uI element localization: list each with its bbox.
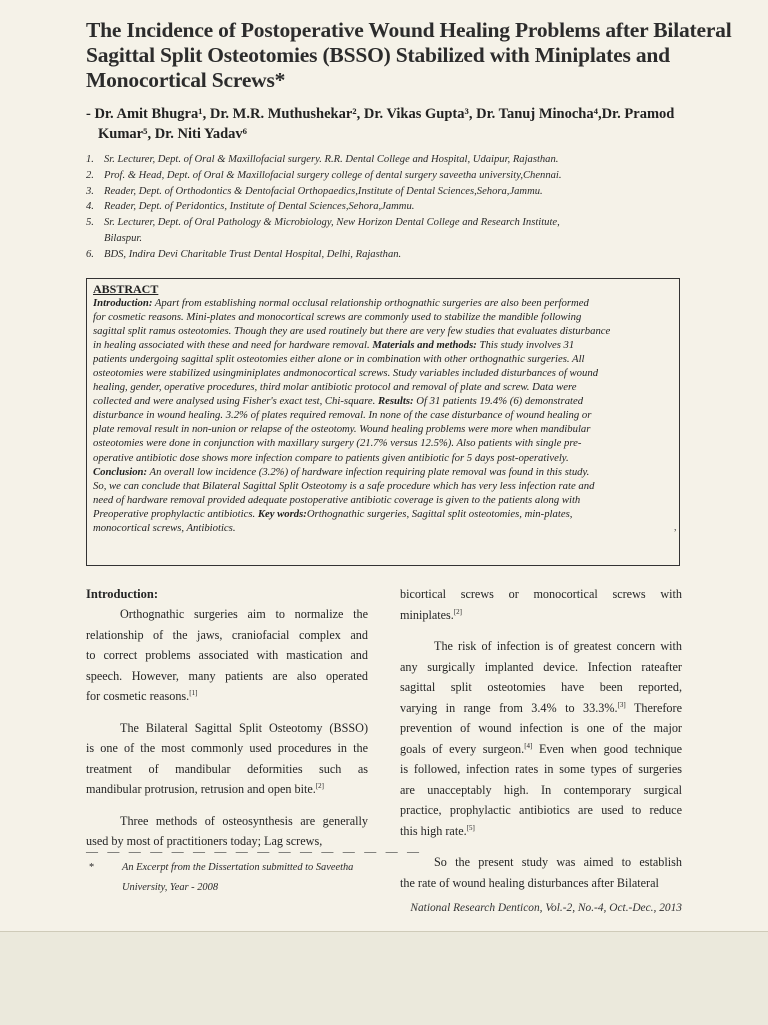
abstract-label: Conclusion: xyxy=(93,465,148,478)
abstract-line xyxy=(93,436,673,450)
abstract-label: Key words: xyxy=(257,507,307,520)
citation-ref: [2] xyxy=(453,607,462,616)
right-column xyxy=(400,584,682,893)
abstract-text: So, we can conclude that Bilateral Sagittal Split Osteotomy is a safe procedure which has very less infection rate and xyxy=(93,479,595,492)
abstract-label: Results: xyxy=(377,395,414,408)
paragraph-gap xyxy=(400,625,682,636)
abstract-body xyxy=(93,296,673,535)
citation-ref: [1] xyxy=(189,688,198,697)
body-text-line: The Bilateral Sagittal Split Osteotomy (BSSO) xyxy=(120,720,368,735)
title-line: Sagittal Split Osteotomies (BSSO) Stabilized with Miniplates and xyxy=(86,43,670,67)
abstract-text: healing, gender, operative procedures, third molar antibiotic protocol and removal of plate and screw. Data were xyxy=(93,381,577,394)
abstract-heading: ABSTRACT xyxy=(93,282,159,296)
affiliation-text: Bilaspur. xyxy=(104,232,142,244)
body-text-line: for cosmetic reasons.[1] xyxy=(86,688,198,703)
abstract-label: Introduction: xyxy=(93,297,153,309)
abstract-text: This study involves 31 xyxy=(476,339,575,352)
body-text-line: prevention of wound infection is one of the major xyxy=(400,721,682,735)
affiliation-number: 2. xyxy=(86,169,94,181)
abstract-text: for cosmetic reasons. Mini-plates and monocortical screws are commonly used to stabilize the mandible following xyxy=(93,311,582,324)
body-text-line: miniplates.[2] xyxy=(400,607,462,622)
affiliation-number: 6. xyxy=(86,248,94,260)
abstract-line xyxy=(93,296,673,310)
abstract-box xyxy=(86,278,680,566)
affiliation-number: 3. xyxy=(86,185,94,197)
body-text-line: The risk of infection is of greatest concern with xyxy=(434,639,682,653)
abstract-text: operative antibiotic dose shows more infection compare to patients given antibiotic for 5 days post-operatively. xyxy=(93,451,569,464)
body-text-line: mandibular protrusion, retrusion and open bite.[2] xyxy=(86,781,324,796)
abstract-text: in healing associated with these and need for hardware removal. xyxy=(93,339,373,352)
citation-ref: [4] xyxy=(524,741,533,750)
abstract-text: plate removal result in non-union or relapse of the osteotomy. Wound healing problems were more when mandibular xyxy=(93,423,591,436)
body-text-line: any surgically implanted device. Infection rateafter xyxy=(400,659,682,674)
affiliation-item xyxy=(86,184,686,200)
abstract-text: Preoperative prophylactic antibiotics. xyxy=(93,507,258,520)
abstract-line xyxy=(93,451,673,465)
body-text-line: So the present study was aimed to establish xyxy=(434,855,682,869)
citation-ref: [3] xyxy=(617,700,626,709)
abstract-line xyxy=(93,394,673,408)
abstract-line xyxy=(93,479,673,493)
footnote xyxy=(86,858,366,898)
affiliation-number: 4. xyxy=(86,201,94,213)
affiliation-text: Reader, Dept. of Peridontics, Institute of Dental Sciences,Sehora,Jammu. xyxy=(104,201,415,213)
body-text-line: bicortical screws or monocortical screws with xyxy=(400,587,682,601)
abstract-text: sagittal split ramus osteotomies. Though they are used routinely but there are very few studies that evaluates disturbance xyxy=(93,325,611,338)
authors-line-2: Kumar⁵, Dr. Niti Yadav⁶ xyxy=(98,126,248,142)
affiliation-item xyxy=(86,247,686,263)
affiliation-text: Sr. Lecturer, Dept. of Oral & Maxillofacial surgery. R.R. Dental College and Hospital, Udaipur, Rajasthan. xyxy=(104,154,559,165)
abstract-line xyxy=(93,310,673,324)
abstract-line xyxy=(93,366,673,380)
left-column xyxy=(86,584,368,852)
scan-bottom-margin xyxy=(0,931,768,1025)
title-line: The Incidence of Postoperative Wound Healing Problems after Bilateral xyxy=(86,18,732,42)
abstract-line xyxy=(93,380,673,394)
body-text-line: treatment of mandibular deformities such as xyxy=(86,761,368,776)
article-title xyxy=(86,18,732,93)
body-text-line: this high rate.[5] xyxy=(400,823,475,838)
margin-mark: , xyxy=(674,522,677,533)
abstract-text: Orthognathic surgeries, Sagittal split osteotomies, min-plates, xyxy=(306,507,573,520)
body-text-line: goals of every surgeon.[4] Even when good technique xyxy=(400,741,682,756)
abstract-line xyxy=(93,324,673,338)
abstract-text: Apart from establishing normal occlusal relationship orthognathic surgeries are also been performed xyxy=(152,297,589,309)
footnote-line-2: University, Year - 2008 xyxy=(122,882,219,893)
body-text-line: Orthognathic surgeries aim to normalize the xyxy=(120,607,368,621)
footnote-marker: * xyxy=(89,862,95,873)
abstract-text: Of 31 patients 19.4% (6) demonstrated xyxy=(413,395,584,408)
abstract-text: need of hardware removal provided adequate postoperative antibiotic coverage is given to the patients along with xyxy=(93,493,581,506)
affiliation-text: BDS, Indira Devi Charitable Trust Dental Hospital, Delhi, Rajasthan. xyxy=(104,248,402,260)
body-text-line: is followed, infection rates in some types of surgeries xyxy=(400,762,682,776)
body-text-line: Three methods of osteosynthesis are generally xyxy=(120,813,368,828)
paragraph-gap xyxy=(400,841,682,852)
affiliation-item xyxy=(86,199,686,215)
abstract-line xyxy=(93,422,673,436)
abstract-line xyxy=(93,338,673,352)
footnote-line-1: An Excerpt from the Dissertation submitted to Saveetha xyxy=(122,862,354,873)
abstract-text: osteotomies were done in conjunction with maxillary surgery (21.7% versus 12.5%). Also patients with single pre- xyxy=(93,437,582,450)
abstract-text: monocortical screws, Antibiotics. xyxy=(93,521,236,534)
abstract-line xyxy=(93,521,673,535)
author-list xyxy=(86,104,686,144)
abstract-text: patients undergoing sagittal split osteotomies either alone or in combination with other orthognathic surgeries. All xyxy=(93,353,585,366)
title-line: Monocortical Screws* xyxy=(86,68,286,92)
affiliation-number: 5. xyxy=(86,217,94,229)
body-text-line: speech. However, many patients are also operated xyxy=(86,668,368,683)
body-text-line: to correct problems associated with mastication and xyxy=(86,648,368,662)
body-text-line: varying in range from 3.4% to 33.3%.[3] Therefore xyxy=(400,700,682,715)
body-text-line: are unacceptably high. In contemporary surgical xyxy=(400,782,682,797)
authors-line-1: - Dr. Amit Bhugra¹, Dr. M.R. Muthushekar², Dr. Vikas Gupta³, Dr. Tanuj Minocha⁴,Dr. Pramod xyxy=(86,106,675,122)
abstract-line xyxy=(93,493,673,507)
abstract-text: osteotomies were stabilized usingminiplates andmonocortical screws. Study variables included disturbances of wound xyxy=(93,367,599,380)
affiliation-list xyxy=(86,152,686,263)
affiliation-text: Sr. Lecturer, Dept. of Oral Pathology & Microbiology, New Horizon Dental College and Research Institute, xyxy=(104,217,560,229)
body-text-line: is one of the most commonly used procedures in the xyxy=(86,741,368,755)
abstract-text: disturbance in wound healing. 3.2% of plates required removal. In none of the case disturbance of wound healing or xyxy=(93,409,592,422)
abstract-text: collected and were analysed using Fisher's exact test, Chi-square. xyxy=(93,395,378,408)
body-text-line: practice, prophylactic antibiotics are used to reduce xyxy=(400,803,682,817)
body-text-line: the rate of wound healing disturbances after Bilateral xyxy=(400,875,659,890)
affiliation-item xyxy=(86,215,686,247)
body-text-line: used by most of practitioners today; Lag screws, xyxy=(86,834,323,848)
abstract-line xyxy=(93,507,673,521)
affiliation-text: Reader, Dept. of Orthodontics & Dentofacial Orthopaedics,Institute of Dental Sciences,Sehora,Jammu. xyxy=(104,185,543,197)
paragraph-gap xyxy=(86,800,368,811)
journal-footer: National Research Denticon, Vol.-2, No.-4, Oct.-Dec., 2013 xyxy=(410,902,682,914)
paragraph-gap xyxy=(86,707,368,718)
abstract-line xyxy=(93,408,673,422)
abstract-label: Materials and methods: xyxy=(372,339,477,352)
citation-ref: [2] xyxy=(315,781,324,790)
affiliation-item xyxy=(86,152,686,168)
abstract-text: An overall low incidence (3.2%) of hardware infection requiring plate removal was found in this study. xyxy=(147,465,590,478)
abstract-line xyxy=(93,465,673,479)
citation-ref: [5] xyxy=(466,823,475,832)
body-text-line: relationship of the jaws, craniofacial complex and xyxy=(86,627,368,642)
introduction-heading: Introduction: xyxy=(86,587,159,601)
body-text-line: sagittal split osteotomies have been reported, xyxy=(400,680,682,694)
abstract-line xyxy=(93,352,673,366)
affiliation-text: Prof. & Head, Dept. of Oral & Maxillofacial surgery college of dental surgery saveetha university,Chennai. xyxy=(104,169,562,181)
affiliation-number: 1. xyxy=(86,154,94,165)
footnote-separator: — — — — — — — — — — — — — — — — xyxy=(86,844,423,858)
affiliation-item xyxy=(86,168,686,184)
